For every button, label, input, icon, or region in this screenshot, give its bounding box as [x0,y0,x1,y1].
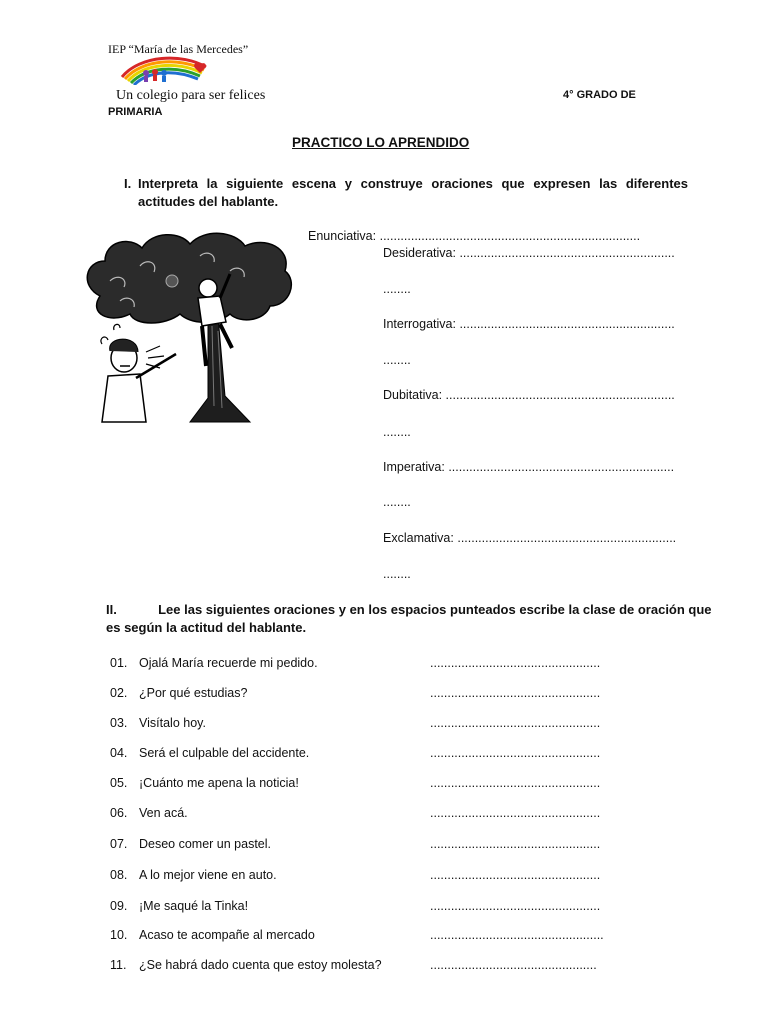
item-sentence: Ven acá. [139,806,188,820]
answer-blank[interactable]: .................................................. [430,928,604,942]
section-1-text: Interpreta la siguiente escena y construye oraciones que expresen las diferentes actitudes del hablante. [138,176,688,209]
answer-blank-continuation[interactable]: ........ [383,353,411,367]
section-2-number: II. [106,602,117,617]
answer-blank-continuation[interactable]: ........ [383,567,411,581]
school-name: IEP “María de las Mercedes” [108,42,249,56]
item-number: 06. [110,806,128,820]
item-sentence: Visítalo hoy. [139,716,206,730]
field-exclamativa [383,531,676,545]
answer-blank[interactable]: ................................................. [430,686,601,700]
list-item [110,899,650,917]
item-number: 09. [110,899,128,913]
list-item [110,958,650,976]
answer-blank[interactable]: .............................................................. [459,317,675,331]
section-1-instruction [124,175,688,211]
answer-blank[interactable]: .............................................................. [459,246,675,260]
list-item [110,868,650,886]
item-sentence: Acaso te acompañe al mercado [139,928,315,942]
item-number: 04. [110,746,128,760]
answer-blank[interactable]: ................................................. [430,716,601,730]
rainbow-logo [118,55,213,85]
item-sentence: ¿Por qué estudias? [139,686,248,700]
list-item [110,716,650,734]
answer-blank[interactable]: ................................................. [430,837,601,851]
answer-blank-continuation[interactable]: ........ [383,425,411,439]
field-imperativa [383,460,674,474]
item-number: 11. [110,958,127,972]
field-label: Interrogativa: [383,317,456,331]
answer-blank[interactable]: ................................................................. [448,460,675,474]
answer-blank[interactable]: ................................................. [430,746,601,760]
item-sentence: ¡Me saqué la Tinka! [139,899,249,913]
section-2-instruction [106,601,718,637]
answer-blank[interactable]: ................................................. [430,776,601,790]
item-sentence: Ojalá María recuerde mi pedido. [139,656,318,670]
answer-blank-continuation[interactable]: ........ [383,495,411,509]
field-label: Enunciativa: [308,229,377,243]
school-slogan: Un colegio para ser felices [116,88,266,103]
field-label: Exclamativa: [383,531,454,545]
item-sentence: ¿Se habrá dado cuenta que estoy molesta? [139,958,382,972]
field-label: Dubitativa: [383,388,443,402]
answer-blank-continuation[interactable]: ........ [383,282,411,296]
section-1-number: I. [124,176,132,191]
item-number: 02. [110,686,128,700]
item-number: 08. [110,868,128,882]
item-sentence: Será el culpable del accidente. [139,746,310,760]
list-item [110,746,650,764]
scene-illustration [80,226,298,432]
item-number: 03. [110,716,128,730]
answer-blank[interactable]: ........................................................................... [379,229,641,243]
item-sentence: ¡Cuánto me apena la noticia! [139,776,299,790]
item-number: 10. [110,928,128,942]
field-label: Desiderativa: [383,246,456,260]
field-desiderativa [383,246,675,260]
item-number: 05. [110,776,128,790]
field-enunciativa [308,229,640,243]
answer-blank[interactable]: ............................................................... [457,531,677,545]
item-sentence: Deseo comer un pastel. [139,837,272,851]
list-item [110,806,650,824]
field-label: Imperativa: [383,460,445,474]
answer-blank[interactable]: .................................................................. [445,388,675,402]
answer-blank[interactable]: ................................................. [430,899,601,913]
section-2-text: Lee las siguientes oraciones y en los espacios punteados escribe la clase de oración que es según la actitud del hablante. [106,602,712,635]
answer-blank[interactable]: ................................................ [430,958,597,972]
list-item [110,686,650,704]
field-interrogativa [383,317,675,331]
item-sentence: A lo mejor viene en auto. [139,868,277,882]
grade-label: 4° GRADO DE [563,89,636,101]
page-title: PRACTICO LO APRENDIDO [292,135,470,150]
answer-blank[interactable]: ................................................. [430,806,601,820]
list-item [110,837,650,855]
item-number: 01. [110,656,128,670]
field-dubitativa [383,388,675,402]
list-item [110,928,650,946]
list-item [110,776,650,794]
item-number: 07. [110,837,128,851]
answer-blank[interactable]: ................................................. [430,656,601,670]
answer-blank[interactable]: ................................................. [430,868,601,882]
list-item [110,656,650,674]
grade-level: PRIMARIA [108,106,163,118]
